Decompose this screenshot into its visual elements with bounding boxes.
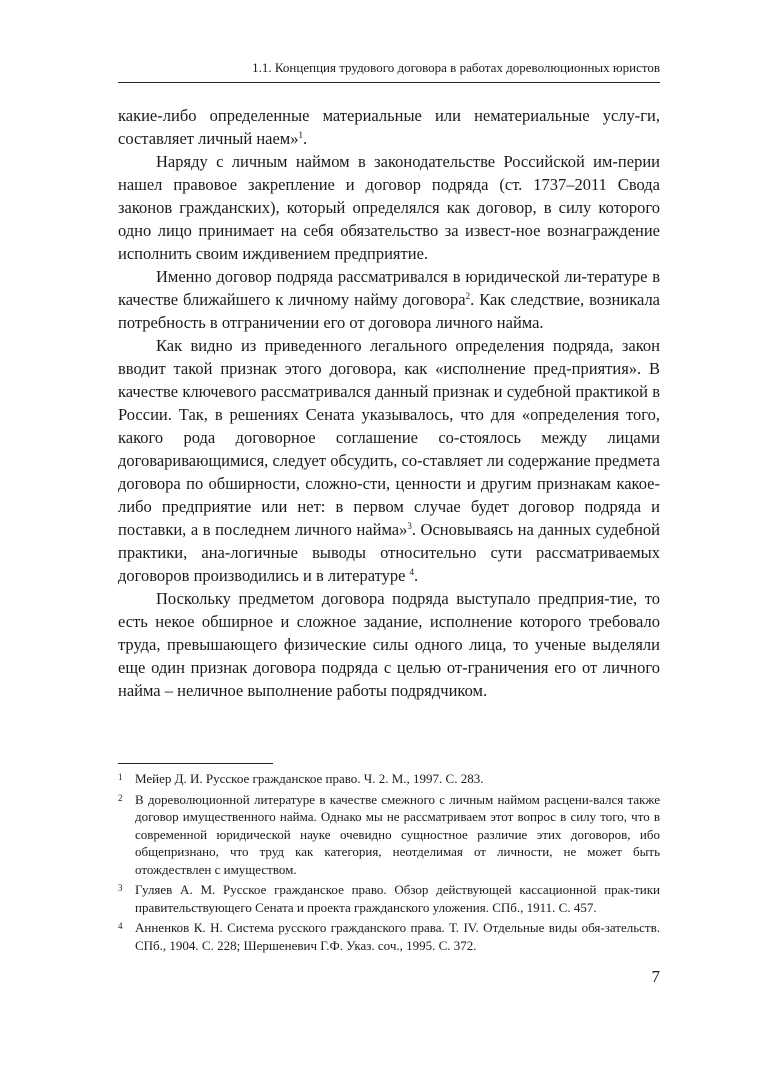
- footnote-text: Мейер Д. И. Русское гражданское право. Ч. 2. М., 1997. С. 283.: [135, 771, 484, 786]
- footnote-text: Анненков К. Н. Система русского гражданского права. Т. IV. Отдельные виды обя-зательств. СПб., 1904. С. 228; Шершеневич Г.Ф. Указ. соч., 1995. С. 372.: [135, 920, 660, 953]
- footnote-ref-2[interactable]: 2: [465, 291, 471, 301]
- footnote-text: В дореволюционной литературе в качестве смежного с личным наймом расцени-вался также договор имущественного найма. Однако мы не рассматриваем этот вопрос в силу того, что в современной юридической науке очевидно сущностное различие этих договоров, ибо общепризнано, что труд как категория, неотделимая от личности, не может быть отождествлен с имуществом.: [135, 791, 660, 877]
- footnote-2: [118, 791, 660, 879]
- footnote-3: [118, 881, 660, 916]
- running-header: [118, 60, 660, 83]
- footnote-number: 3: [118, 883, 123, 893]
- footnote-number: 2: [118, 792, 123, 803]
- footnote-ref-4[interactable]: 4: [409, 567, 415, 577]
- footnote-number: 1: [118, 772, 123, 782]
- paragraph-5: Поскольку предметом договора подряда выступало предприя-тие, то есть некое обширное и сложное задание, исполнение которого требовало труда, превышающего физические силы одного лица, то ученые выделяли еще один признак договора подряда с целью от-граничения его от личного найма – неличное выполнение работы подрядчиком.: [118, 589, 660, 700]
- paragraph-1: какие-либо определенные материальные или нематериальные услу-ги, составляет личный наем»$^1$.: [118, 106, 660, 148]
- running-title: 1.1. Концепция трудового договора в работах дореволюционных юристов: [252, 60, 660, 75]
- footnote-divider: [118, 763, 273, 764]
- page-number: 7: [651, 967, 660, 986]
- footnote-4: [118, 919, 660, 954]
- footnote-number: 4: [118, 921, 123, 931]
- footnote-text: Гуляев А. М. Русское гражданское право. Обзор действующей кассационной прак-тики правительствующего Сената и проекта гражданского уложения. СПб., 1911. С. 457.: [135, 882, 660, 915]
- footnote-1: [118, 770, 660, 788]
- footnote-ref-3[interactable]: 3: [407, 521, 412, 531]
- paragraph-4: Как видно из приведенного легального определения подряда, закон вводит такой признак этого договора, как «исполнение пред-приятия». В качестве ключевого рассматривался данный признак и судебной практикой в России. Так, в решениях Сената указывалось, что для «определения того, какого рода договорное соглашение со-стоялось между лицами договаривающимися, следует обсудить, со-ставляет ли содержание предмета договора по обширности, сложно-сти, ценности и другим признакам какое-либо предприятие или нет: в первом случае будет договор подряда и поставки, а в последнем личного найма»$^3$. Основываясь на данных судебной практики, ана-логичные выводы относительно сути рассматриваемых договоров производились и в литературе $^4$.: [118, 336, 660, 585]
- main-text: [118, 104, 660, 702]
- footnotes: [118, 770, 660, 957]
- paragraph-2: Наряду с личным наймом в законодательстве Российской им-перии нашел правовое закрепление и договор подряда (ст. 1737–2011 Свода законов гражданских), который определялся как договор, в силу которого одно лицо принимает на себя обязательство за извест-ное вознаграждение исполнить своим иждивением предприятие.: [118, 152, 660, 263]
- footnote-ref-1[interactable]: 1: [298, 130, 304, 140]
- paragraph-3: Именно договор подряда рассматривался в юридической ли-тературе в качестве ближайшего к личному найму договора$^2$. Как следствие, возникала потребность в отграничении его от договора личного найма.: [118, 267, 660, 332]
